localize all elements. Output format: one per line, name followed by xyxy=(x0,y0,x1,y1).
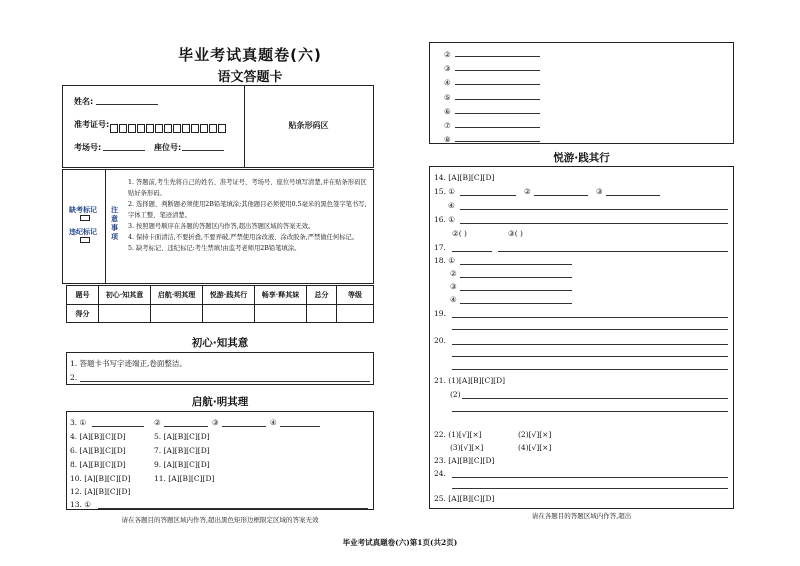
q19-label: 19. xyxy=(434,309,446,318)
name-label: 姓名: xyxy=(74,97,94,106)
judge-q22-3[interactable]: (3)[√][×] xyxy=(450,443,484,452)
q17-label: 17. xyxy=(434,243,446,252)
q18-blank-4[interactable] xyxy=(460,303,572,304)
section-title-3: 悦游·践其行 xyxy=(553,152,610,164)
q16-blank[interactable] xyxy=(460,223,728,224)
right-top-item: ② xyxy=(444,48,540,62)
notice-item: 5. 缺考标记、违纪标记:考生禁填!由监考老师用2B铅笔填涂。 xyxy=(128,245,301,252)
notice-item: 3. 按照题号顺序在各题的答题区内作答,超出答题区域的答案无效。 xyxy=(128,223,315,230)
score-header: 总分 xyxy=(307,286,337,304)
choice-q23[interactable]: 23. [A][B][C][D] xyxy=(434,456,495,465)
choice-q9[interactable]: 9. [A][B][C][D] xyxy=(154,460,210,469)
q3-c2: ② xyxy=(154,418,161,427)
room-label: 考场号: xyxy=(74,143,102,152)
choice-q8[interactable]: 8. [A][B][C][D] xyxy=(70,460,126,469)
q15-blank-4[interactable] xyxy=(460,209,728,210)
exam-no-boxes[interactable] xyxy=(110,118,240,129)
right-top-item: ⑦ xyxy=(444,119,540,133)
q19-line-2[interactable] xyxy=(452,329,728,330)
name-field[interactable] xyxy=(96,104,158,105)
s1-answer-line[interactable] xyxy=(80,381,370,382)
violation-mark-label: 违纪标记 xyxy=(69,227,97,236)
q18-c4: ④ xyxy=(450,295,457,304)
q24-line-1[interactable] xyxy=(452,477,728,478)
score-header: 题号 xyxy=(67,286,99,304)
q21-part2: (2) xyxy=(450,390,461,399)
q3-c4: ④ xyxy=(270,418,277,427)
q16-c3[interactable]: ③( ) xyxy=(508,229,523,238)
score-table xyxy=(66,285,374,323)
q20-line-1[interactable] xyxy=(452,344,728,345)
page-subtitle: 语文答题卡 xyxy=(217,70,283,85)
q3-blank-2[interactable] xyxy=(164,426,208,427)
q3-c3: ③ xyxy=(212,418,219,427)
notice-item: 2. 选择题、判断题必须使用2B铅笔填涂;其他题目必须使用0.5毫米的黑色签字笔书写,字体工整、笔迹清楚。 xyxy=(128,201,367,219)
room-field[interactable] xyxy=(103,150,145,151)
q3-blank-4[interactable] xyxy=(280,426,320,427)
page-footer: 毕业考试真题卷(六)第1页(共2页) xyxy=(342,538,458,547)
s1-item: 1. 答题卡书写字迹端正,卷面整洁。 xyxy=(70,359,187,368)
score-header: 悦游·践其行 xyxy=(203,286,255,304)
q13-label: 13. ① xyxy=(70,500,92,509)
exam-no-label: 准考证号: xyxy=(74,120,110,129)
q18-blank-2[interactable] xyxy=(460,277,572,278)
q15-blank-1[interactable] xyxy=(460,195,516,196)
choice-q6[interactable]: 6. [A][B][C][D] xyxy=(70,446,126,455)
score-row-label: 得分 xyxy=(67,305,99,323)
score-header: 初心·知其意 xyxy=(99,286,151,304)
q18-label: 18. ① xyxy=(434,256,456,265)
q16-label: 16. ① xyxy=(434,215,456,224)
q20-line-2[interactable] xyxy=(452,356,728,357)
choice-q4[interactable]: 4. [A][B][C][D] xyxy=(70,432,126,441)
choice-q10[interactable]: 10. [A][B][C][D] xyxy=(70,474,131,483)
absent-mark-box xyxy=(80,215,90,221)
notice-list xyxy=(128,177,372,254)
q15-blank-3[interactable] xyxy=(606,195,660,196)
s1-item: 2. xyxy=(70,373,78,382)
q20-line-3[interactable] xyxy=(452,369,728,370)
choice-q21[interactable]: 21. (1)[A][B][C][D] xyxy=(434,376,506,385)
q17-blank-1[interactable] xyxy=(452,251,492,252)
notice-item: 4. 保持卡面清洁,不要折叠,不要弄破,严禁使用涂改液、涂改胶条,严禁做任何标记。 xyxy=(128,234,359,241)
choice-q7[interactable]: 7. [A][B][C][D] xyxy=(154,446,210,455)
q18-blank-3[interactable] xyxy=(460,290,572,291)
q19-line-1[interactable] xyxy=(452,317,728,318)
q13-blank[interactable] xyxy=(98,508,368,509)
choice-q12[interactable]: 12. [A][B][C][D] xyxy=(70,487,131,496)
right-top-item: ⑧ xyxy=(444,133,540,147)
barcode-label: 贴条形码区 xyxy=(288,121,329,130)
q16-c2[interactable]: ②( ) xyxy=(452,229,467,238)
q3-blank-3[interactable] xyxy=(222,426,266,427)
right-top-item: ⑤ xyxy=(444,91,540,105)
q17-blank-2[interactable] xyxy=(498,251,728,252)
right-top-item: ③ xyxy=(444,62,540,76)
score-header: 等级 xyxy=(348,290,362,299)
violation-mark-box xyxy=(80,237,90,243)
footer-left-note: 请在各题目的答题区域内作答,超出黑色矩形边框限定区域的答案无效 xyxy=(121,516,319,524)
seat-field[interactable] xyxy=(182,150,224,151)
seat-label: 座位号: xyxy=(154,143,182,152)
q18-c2: ② xyxy=(450,269,457,278)
q3-blank-1[interactable] xyxy=(92,426,144,427)
right-top-item: ④ xyxy=(444,76,540,90)
q15-blank-2[interactable] xyxy=(534,195,588,196)
notice-title: 注意事项 xyxy=(111,205,118,241)
q15-label: 15. ① xyxy=(434,187,456,196)
choice-q14[interactable]: 14. [A][B][C][D] xyxy=(434,173,495,182)
judge-q22-2[interactable]: (2)[√][×] xyxy=(518,430,552,439)
notice-item: 1. 答题前,考生先将自己的姓名、准考证号、考场号、座位号填写清楚,并在贴条形码区贴好条形码。 xyxy=(128,179,367,197)
q15-c2: ② xyxy=(524,187,531,196)
q3-label: 3. ① xyxy=(70,418,87,427)
absent-mark-label: 缺考标记 xyxy=(69,205,97,214)
q21-line-2[interactable] xyxy=(452,411,728,412)
q18-blank-1[interactable] xyxy=(460,264,572,265)
q20-label: 20. xyxy=(434,336,446,345)
q15-c3: ③ xyxy=(596,187,603,196)
choice-q5[interactable]: 5. [A][B][C][D] xyxy=(154,432,210,441)
right-top-item: ⑥ xyxy=(444,105,540,119)
choice-q25[interactable]: 25. [A][B][C][D] xyxy=(434,494,495,503)
judge-q22-1[interactable]: 22. (1)[√][×] xyxy=(434,430,482,439)
section-title-1: 初心·知其意 xyxy=(191,337,249,349)
q18-c3: ③ xyxy=(450,282,457,291)
score-header: 启航·明其理 xyxy=(151,286,203,304)
page-title: 毕业考试真题卷(六) xyxy=(178,46,322,64)
choice-q11[interactable]: 11. [A][B][C][D] xyxy=(154,474,215,483)
section-title-2: 启航·明其理 xyxy=(191,396,249,408)
q24-label: 24. xyxy=(434,469,446,478)
score-header: 畅享·释其妹 xyxy=(255,286,307,304)
q24-line-2[interactable] xyxy=(452,488,728,489)
judge-q22-4[interactable]: (4)[√][×] xyxy=(518,443,552,452)
footer-right-note: 请在各题目的答题区域内作答,超出 xyxy=(531,512,632,520)
q15-c4: ④ xyxy=(448,201,455,210)
q21-line-1[interactable] xyxy=(462,398,728,399)
right-top-list xyxy=(444,48,540,147)
